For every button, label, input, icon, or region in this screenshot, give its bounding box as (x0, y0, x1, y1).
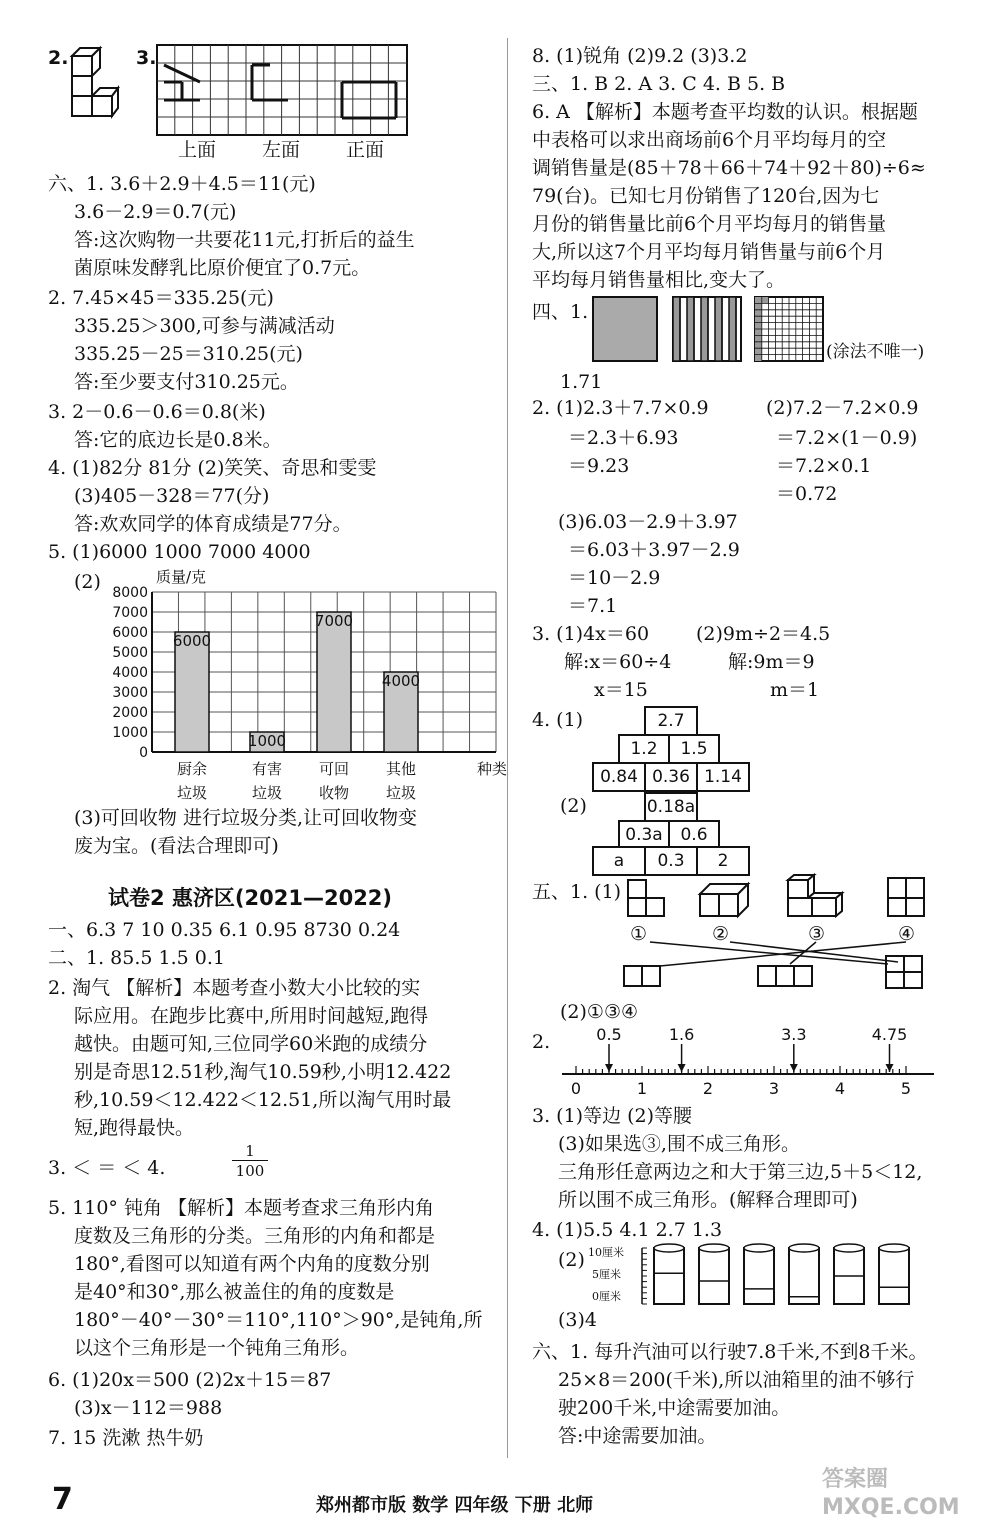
y-tick-label: 4000 (112, 665, 148, 681)
answer-line: 8. (1)锐角 (2)9.2 (3)3.2 (532, 45, 748, 67)
answer-line: 2. (1)2.3＋7.7×0.9 (532, 397, 709, 419)
answer-line: 六、1. 每升汽油可以行驶7.8千米,不到8千米。 (532, 1341, 928, 1363)
answer-line: (3)4 (558, 1309, 598, 1331)
cylinder-figures (640, 1244, 930, 1306)
pyramid-cell: 0.3 (644, 846, 698, 876)
answer-line: (3)可回收物 进行垃圾分类,让可回收物变 (74, 807, 417, 829)
answer-line: 4. (1)5.5 4.1 2.7 1.3 (532, 1219, 723, 1241)
answer-line: (2) (74, 571, 101, 593)
category-label: 可回 (318, 760, 350, 778)
cylinder (699, 1248, 729, 1304)
answer-line: 平均每月销售量相比,变大了。 (532, 269, 786, 291)
answer-line: 答:中途需要加油。 (558, 1425, 717, 1447)
mark-arrowhead (790, 1064, 798, 1072)
y-tick-label: 5000 (112, 645, 148, 661)
y-tick-label: 1000 (112, 725, 148, 741)
data-label: 1000 (247, 732, 287, 750)
answer-line: 二、1. 85.5 1.5 0.1 (48, 947, 225, 969)
answer-line: ＝6.03＋3.97－2.9 (568, 539, 740, 561)
q2-number: 2. (48, 47, 69, 69)
y-tick-label: 0 (139, 745, 148, 761)
page-number: 7 (52, 1482, 73, 1517)
three-views-grid (156, 44, 408, 136)
y-tick-label: 7000 (112, 605, 148, 621)
bar (172, 632, 212, 752)
answer-line: ＝0.72 (776, 483, 838, 505)
answer-line: (3)x－112＝988 (74, 1397, 223, 1419)
tick-label: 1 (636, 1079, 648, 1098)
answer-line: 解:x＝60÷4 (564, 651, 672, 673)
answer-line: 6. A 【解析】本题考查平均数的认识。根据题 (532, 101, 918, 123)
data-label: 6000 (172, 632, 212, 650)
answer-line: 25×8＝200(千米),所以油箱里的油不够行 (558, 1369, 915, 1391)
answer-line: 3. (1)等边 (2)等腰 (532, 1105, 693, 1127)
scale-label: 5厘米 (592, 1268, 621, 1281)
mark-label: 1.6 (668, 1025, 695, 1044)
answer-line: 7. 15 洗漱 热牛奶 (48, 1427, 204, 1449)
cylinder-top (699, 1244, 729, 1252)
answer-line: (2) (558, 1249, 585, 1271)
section-title: 试卷2 惠济区(2021—2022) (108, 886, 393, 910)
cylinder (654, 1248, 684, 1304)
mark-arrowhead (678, 1064, 686, 1072)
category-label: 垃圾 (251, 784, 283, 802)
answer-line: 调销售量是(85＋78＋66＋74＋92＋80)÷6≈ (532, 157, 926, 179)
answer-line: 秒,10.59＜12.422＜12.51,所以淘气用时最 (74, 1089, 452, 1111)
mark-arrowhead (605, 1064, 613, 1072)
answer-line: ＝2.3＋6.93 (568, 427, 679, 449)
mark-label: 4.75 (871, 1025, 908, 1044)
answer-line: ＝9.23 (568, 455, 630, 477)
pyramid-cell: 0.3a (618, 820, 670, 850)
answer-line: 180°－40°－30°＝110°,110°＞90°,是钝角,所 (74, 1309, 483, 1331)
answer-line: 4. (1)82分 81分 (2)笑笑、奇思和雯雯 (48, 457, 377, 479)
answer-line: ＝7.2×(1－0.9) (776, 427, 918, 449)
cylinder-top (834, 1244, 864, 1252)
cylinder-top (789, 1244, 819, 1252)
category-label: 有害 (251, 760, 283, 778)
view-label-left: 左面 (262, 139, 301, 161)
answer-line: ＝7.2×0.1 (776, 455, 872, 477)
answer-line: (2)9m÷2＝4.5 (696, 623, 831, 645)
pyramid-cell: a (592, 846, 646, 876)
tick-label: 3 (768, 1079, 780, 1098)
fraction-denominator: 100 (235, 1162, 265, 1180)
answer-line: 3. ＜ ＝ ＜ 4. (48, 1157, 166, 1179)
answer-line: 一、6.3 7 10 0.35 6.1 0.95 8730 0.24 (48, 919, 401, 941)
answer-line: 三角形任意两边之和大于第三边,5＋5＜12, (558, 1161, 923, 1183)
view-label-front: 正面 (346, 139, 385, 161)
answer-line: 六、1. 3.6＋2.9＋4.5＝11(元) (48, 173, 316, 195)
pyramid-cell: 0.84 (592, 762, 646, 792)
answer-line: 335.25＞300,可参与满减活动 (74, 315, 335, 337)
answer-line: 废为宝。(看法合理即可) (74, 835, 279, 857)
answer-line: 大,所以这7个月平均每月销售量与前6个月 (532, 241, 886, 263)
y-tick-label: 8000 (112, 585, 148, 601)
answer-line: 答:欢欢同学的体育成绩是77分。 (74, 513, 352, 535)
answer-line: 3.6－2.9＝0.7(元) (74, 201, 237, 223)
shaded-square-hundredths (754, 296, 824, 362)
answer-line: 2. 淘气 【解析】本题考查小数大小比较的实 (48, 977, 421, 999)
answer-line: (2)①③④ (560, 1001, 639, 1023)
pyramid-cell: 1.5 (668, 734, 720, 764)
category-label: 垃圾 (176, 784, 208, 802)
answer-note: (涂法不唯一) (826, 342, 925, 362)
scale-label: 0厘米 (592, 1290, 621, 1303)
answer-line: 三、1. B 2. A 3. C 4. B 5. B (532, 73, 786, 95)
answer-line: (3)405－328＝77(分) (74, 485, 270, 507)
cylinder (744, 1248, 774, 1304)
pyramid-cell: 1.14 (696, 762, 750, 792)
answer-line: 5. (1)6000 1000 7000 4000 (48, 541, 311, 563)
mark-label: 0.5 (596, 1025, 622, 1044)
answer-line: (3)6.03－2.9＋3.97 (558, 511, 738, 533)
pyramid-cell: 1.2 (618, 734, 670, 764)
pyramid-cell: 0.18a (644, 792, 698, 822)
cylinder (879, 1248, 909, 1304)
fraction-numerator: 1 (232, 1142, 268, 1161)
answer-line: m＝1 (770, 679, 820, 701)
answer-line: 2. 7.45×45＝335.25(元) (48, 287, 274, 309)
q3-number: 3. (136, 47, 157, 69)
data-label: 4000 (381, 672, 421, 690)
cylinder (789, 1248, 819, 1304)
answer-line: 以这个三角形是一个钝角三角形。 (74, 1337, 360, 1359)
answer-line: 5. 110° 钝角 【解析】本题考查求三角形内角 (48, 1197, 435, 1219)
answer-line: x＝15 (594, 679, 648, 701)
tick-label: 5 (900, 1079, 912, 1098)
category-label: 厨余 (176, 760, 208, 778)
footer-info: 郑州都市版 数学 四年级 下册 北师 (316, 1495, 594, 1516)
x-axis-label: 种类 (476, 760, 508, 778)
data-label: 7000 (314, 612, 354, 630)
answer-line: (2)7.2－7.2×0.9 (766, 397, 919, 419)
category-label: 收物 (318, 784, 350, 802)
answer-line: 越快。由题可知,三位同学60米跑的成绩分 (74, 1033, 428, 1055)
watermark-logo: 答案圈 MXQE.COM (822, 1467, 960, 1520)
y-tick-label: 6000 (112, 625, 148, 641)
bar (314, 612, 354, 752)
pyramid-cell: 2.7 (644, 706, 698, 736)
answer-line: ＝10－2.9 (568, 567, 661, 589)
cylinder-top (879, 1244, 909, 1252)
number-line (556, 1026, 946, 1098)
answer-line: 6. (1)20x＝500 (2)2x＋15＝87 (48, 1369, 332, 1391)
circled-number: ④ (898, 923, 916, 945)
answer-line: 菌原味发酵乳比原价便宜了0.7元。 (74, 257, 371, 279)
answer-line: 五、1. (1) (532, 881, 622, 903)
answer-line: 短,跑得最快。 (74, 1117, 195, 1139)
answer-line: 1.71 (560, 371, 603, 393)
cube-views-figure (620, 874, 940, 996)
answer-line: 度数及三角形的分类。三角形的内角和都是 (74, 1225, 436, 1247)
mark-label: 3.3 (781, 1025, 807, 1044)
answer-line: 答:至少要支付310.25元。 (74, 371, 299, 393)
answer-line: 所以围不成三角形。(解释合理即可) (558, 1189, 858, 1211)
view-label-top: 上面 (178, 139, 217, 161)
tick-label: 0 (570, 1079, 582, 1098)
cylinder-top (654, 1244, 684, 1252)
answer-line: 别是奇思12.51秒,淘气10.59秒,小明12.422 (74, 1061, 452, 1083)
category-label: 垃圾 (385, 784, 417, 802)
circled-number: ① (630, 923, 648, 945)
answer-line: 4. (1) (532, 709, 584, 731)
stacked-cubes-figure (68, 44, 118, 124)
answer-line: 际应用。在跑步比赛中,所用时间越短,跑得 (74, 1005, 429, 1027)
answer-line: 中表格可以求出商场前6个月平均每月的空 (532, 129, 887, 151)
answer-line: 3. 2－0.6－0.6＝0.8(米) (48, 401, 266, 423)
answer-line: 180°,看图可以知道有两个内角的度数分别 (74, 1253, 430, 1275)
circled-number: ③ (808, 923, 826, 945)
answer-line: 335.25－25＝310.25(元) (74, 343, 303, 365)
shaded-square-full (592, 296, 658, 362)
tick-label: 2 (702, 1079, 714, 1098)
y-tick-label: 2000 (112, 705, 148, 721)
garbage-bar-chart (100, 568, 508, 804)
category-label: 其他 (385, 760, 417, 778)
answer-line: (2) (560, 795, 587, 817)
pyramid-cell: 2 (696, 846, 750, 876)
answer-line: 驶200千米,中途需要加油。 (558, 1397, 791, 1419)
answer-line: 答:它的底边长是0.8米。 (74, 429, 282, 451)
answer-line: 月份的销售量比前6个月平均每月的销售量 (532, 213, 887, 235)
y-tick-label: 3000 (112, 685, 148, 701)
pyramid-cell: 0.6 (668, 820, 720, 850)
pyramid-cell: 0.36 (644, 762, 698, 792)
circled-number: ② (712, 923, 730, 945)
answer-line: 是40°和30°,那么被盖住的角的度数是 (74, 1281, 395, 1303)
answer-line: 解:9m＝9 (728, 651, 815, 673)
answer-line: 79(台)。已知七月份销售了120台,因为七 (532, 185, 880, 207)
answer-line: 答:这次购物一共要花11元,打折后的益生 (74, 229, 415, 251)
shaded-square-tenths (672, 296, 742, 362)
tick-label: 4 (834, 1079, 846, 1098)
answer-line: 2. (532, 1031, 551, 1053)
y-axis-label: 质量/克 (156, 568, 207, 586)
cylinder-top (744, 1244, 774, 1252)
answer-line: 3. (1)4x＝60 (532, 623, 650, 645)
scale-label: 10厘米 (588, 1246, 624, 1259)
column-divider (507, 38, 508, 1458)
answer-line: 四、1. (532, 301, 589, 323)
answer-line: ＝7.1 (568, 595, 618, 617)
answer-line: (3)如果选③,围不成三角形。 (558, 1133, 800, 1155)
